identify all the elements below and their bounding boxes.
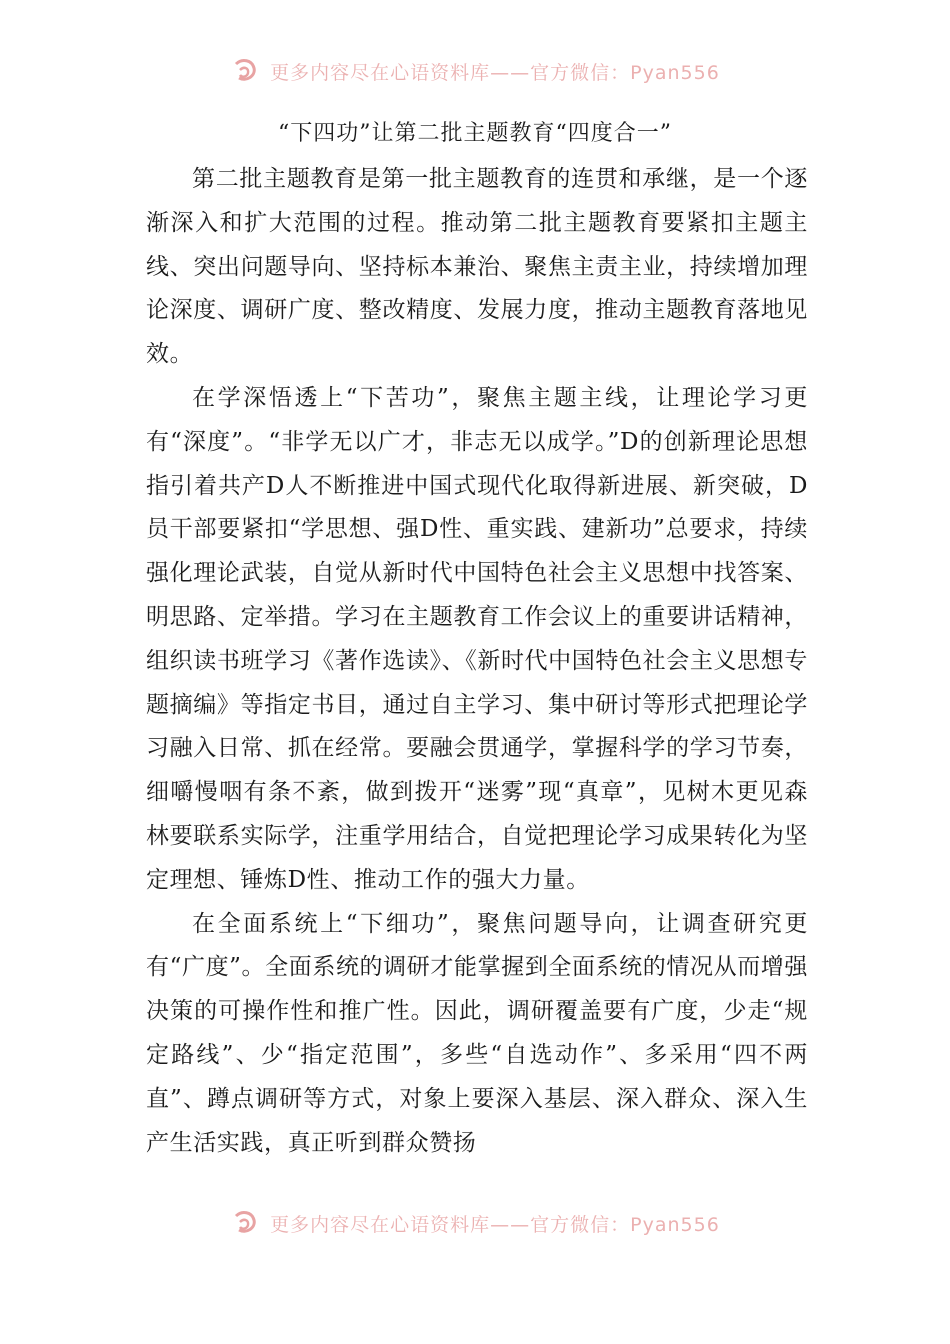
paragraph-intro: 第二批主题教育是第一批主题教育的连贯和承继，是一个逐渐深入和扩大范围的过程。推动第二批主题教育要紧扣主题主线、突出问题导向、坚持标本兼治、聚焦主责主业，持续增加理论深度、调研广度、整改精度、发展力度，推动主题教育落地见效。 — [146, 166, 808, 368]
watermark-footer — [0, 1206, 950, 1240]
document-body — [146, 158, 808, 1165]
paragraph-theory-study: 在学深悟透上“下苦功”，聚焦主题主线，让理论学习更有“深度”。“非学无以广才，非志无以成学。”D的创新理论思想指引着共产D人不断推进中国式现代化取得新进展、新突破，D员干部要紧扣“学思想、强D性、重实践、建新功”总要求，持续强化理论武装，自觉从新时代中国特色社会主义思想中找答案、明思路、定举措。学习在主题教育工作会议上的重要讲话精神，组织读书班学习《著作选读》、《新时代中国特色社会主义思想专题摘编》等指定书目，通过自主学习、集中研讨等形式把理论学习融入日常、抓在经常。要融会贯通学，掌握科学的学习节奏，细嚼慢咽有条不紊，做到拨开“迷雾”现“真章”，见树木更见森林要联系实际学，注重学用结合，自觉把理论学习成果转化为坚定理想、锤炼D性、推动工作的强大力量。 — [146, 384, 808, 893]
logo-icon — [230, 56, 260, 86]
logo-icon — [230, 1208, 260, 1238]
watermark-header — [0, 54, 950, 88]
document-title: “下四功”让第二批主题教育“四度合一” — [278, 121, 672, 146]
watermark-text: 更多内容尽在心语资料库——官方微信：Pyan556 — [270, 61, 720, 84]
watermark-text: 更多内容尽在心语资料库——官方微信：Pyan556 — [270, 1213, 720, 1236]
paragraph-research: 在全面系统上“下细功”，聚焦问题导向，让调查研究更有“广度”。全面系统的调研才能掌握到全面系统的情况从而增强决策的可操作性和推广性。因此，调研覆盖要有广度，少走“规定路线”、少“指定范围”，多些“自选动作”、多采用“四不两直”、蹲点调研等方式，对象上要深入基层、深入群众、深入生产生活实践，真正听到群众赞扬 — [146, 910, 808, 1156]
